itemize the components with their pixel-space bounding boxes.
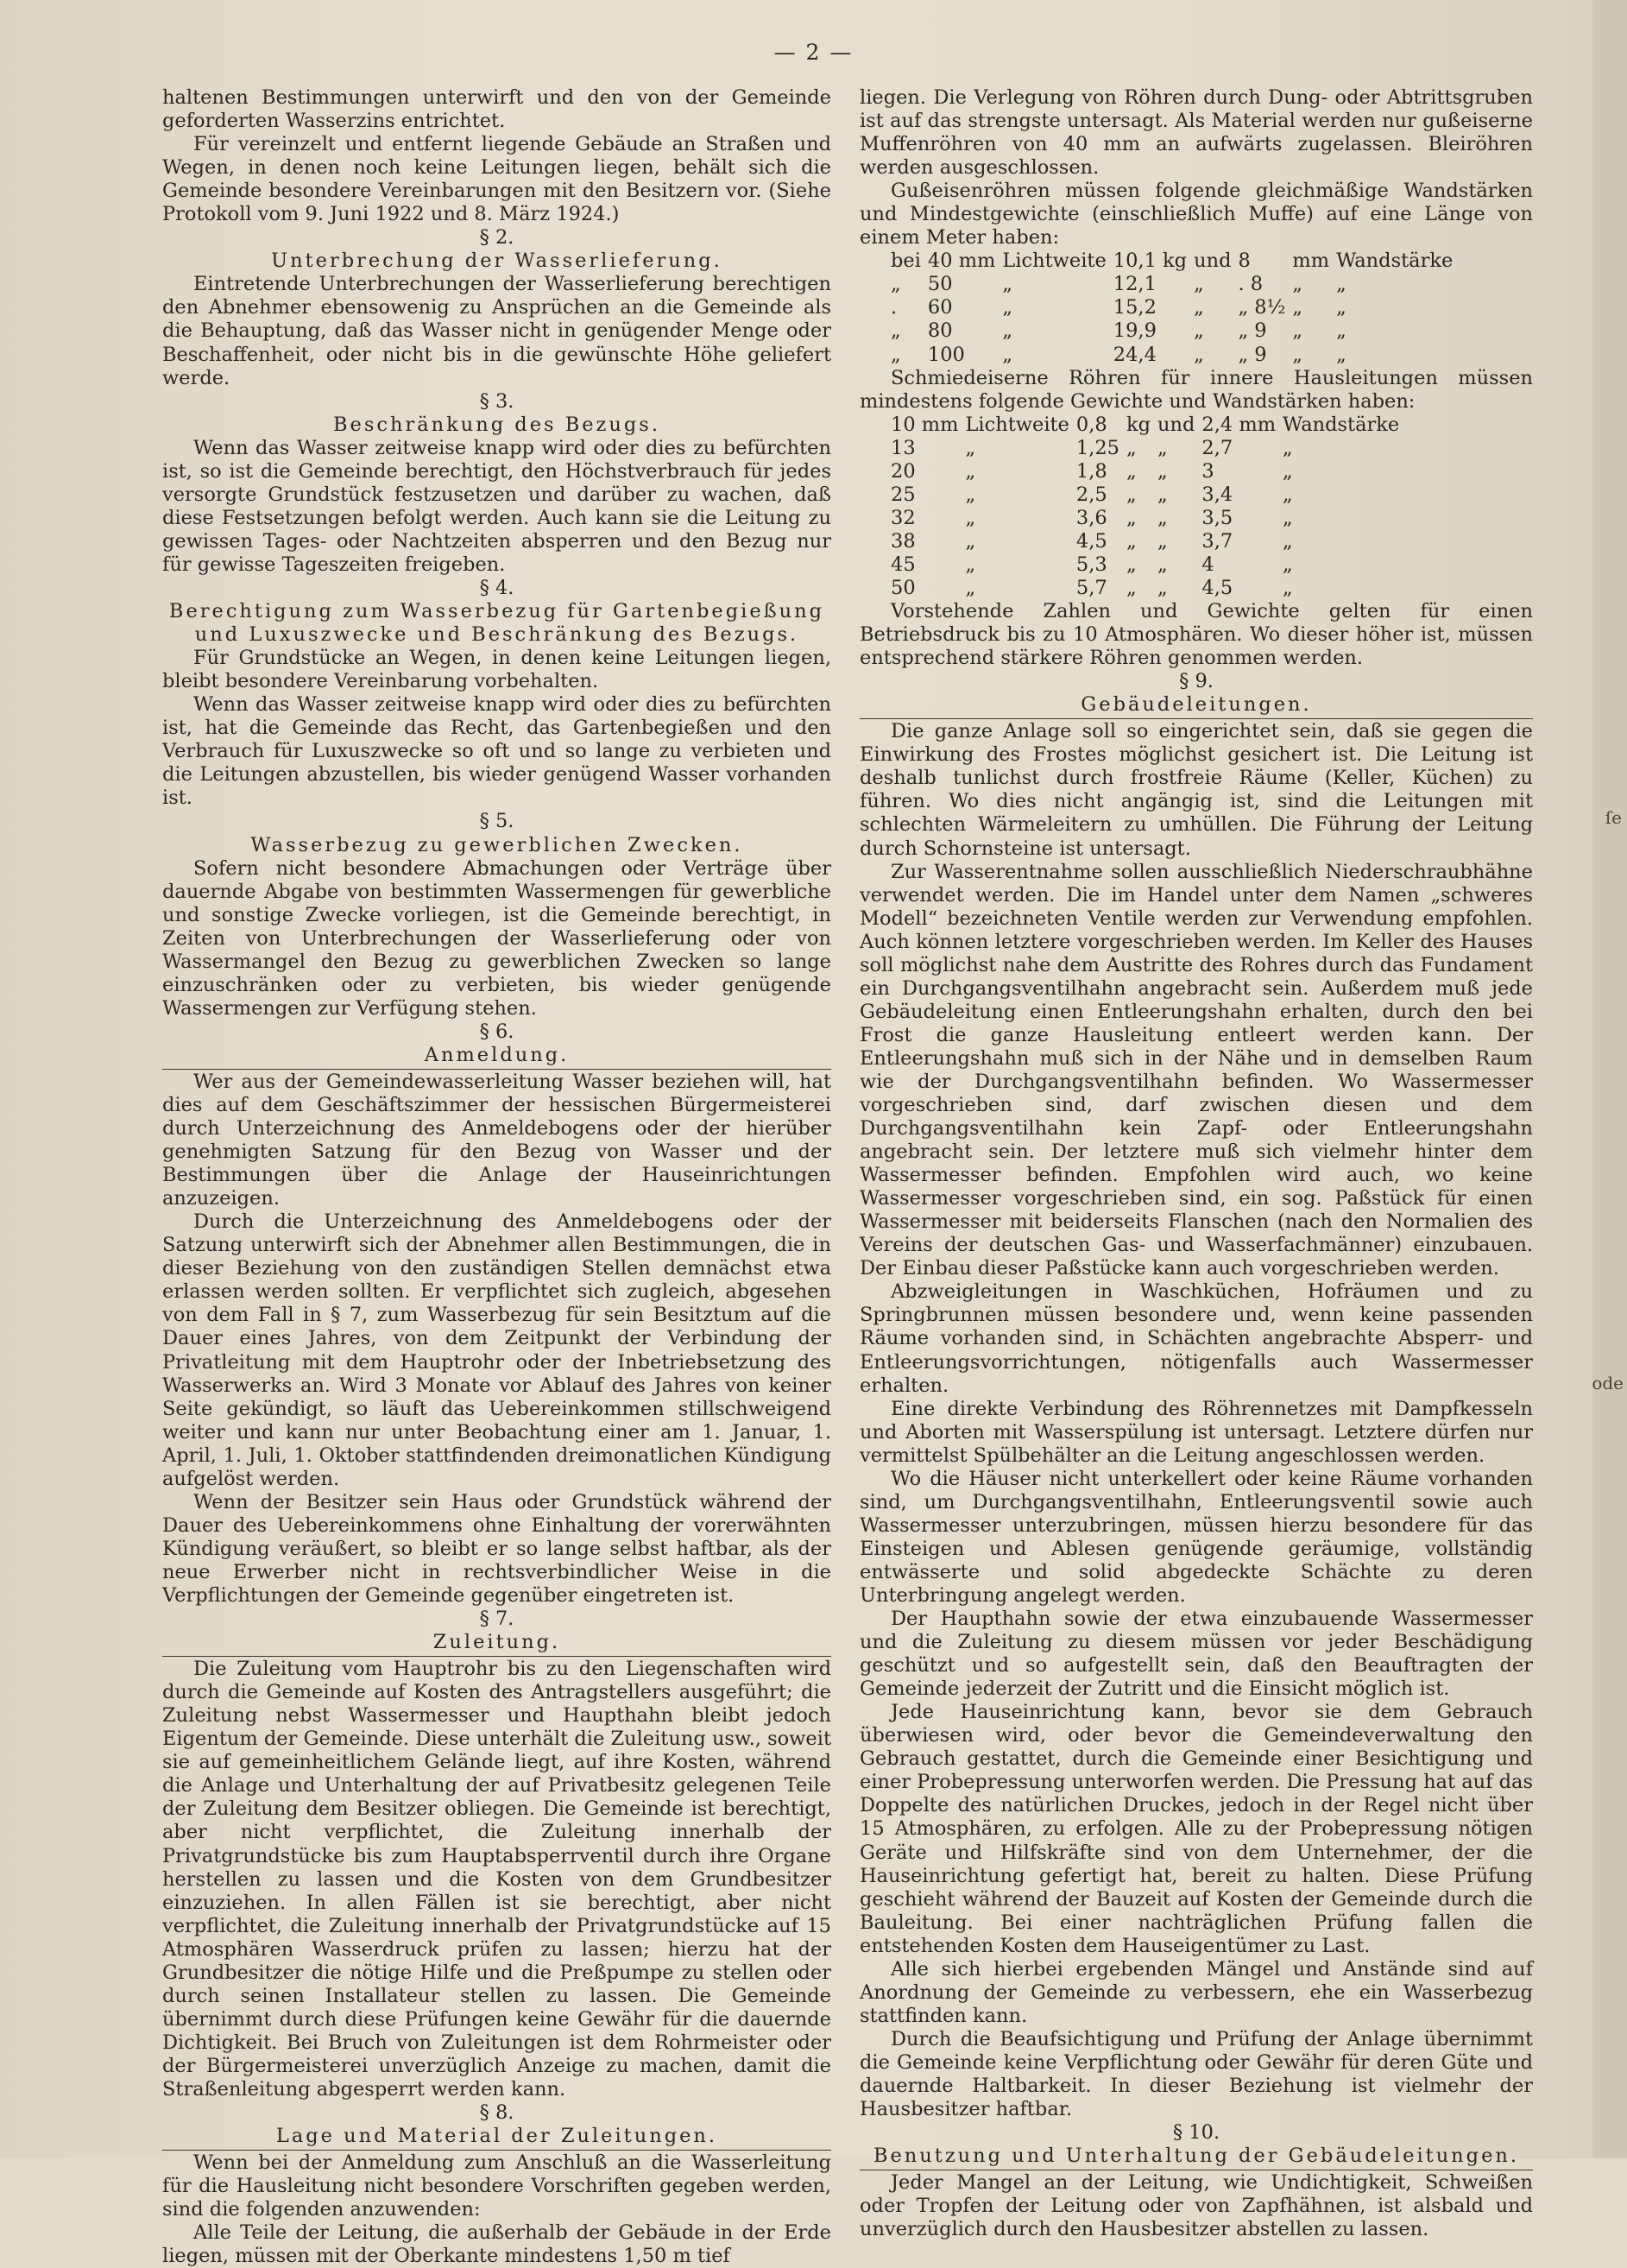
section-paragraph: Der Haupthahn sowie der etwa einzubauende Wassermesser und die Zuleitung zu diesem müssen vor jeder Beschädigung geschützt und so aufgestellt sein, daß den Beauftragten der Gemeinde jederzeit der Zutritt und die Einsicht möglich ist. <box>860 1608 1533 1701</box>
table-cell: „ <box>891 343 901 366</box>
table-cell: „ <box>965 553 976 576</box>
table-cell: 19,9 <box>1113 319 1157 343</box>
table-cell: „ <box>1157 459 1168 483</box>
table-cell: mm <box>1292 250 1330 273</box>
table-row <box>891 319 1460 343</box>
table-cell: „ <box>1157 553 1168 576</box>
table-cell: „ <box>1292 343 1303 366</box>
section-paragraph: Alle sich hierbei ergebenden Mängel und Anstände sind auf Anordnung der Gemeinde zu verbessern, ehe ein Wasserbezug stattfinden kann. <box>860 1957 1533 2027</box>
heading-rule <box>162 1656 831 1657</box>
section-number: § 9. <box>1179 670 1214 693</box>
table-cell: 4,5 <box>1075 529 1107 553</box>
section-paragraph: Wenn der Besitzer sein Haus oder Grundstück während der Dauer des Uebereinkommens ohne Einhaltung der vorerwähnten Kündigung veräußert, so bleibt er so lange selbst haftbar, als der neue Erwerber nicht in rechtsverbindlicher Weise in die Verpflichtungen der Gemeinde gegenüber eingetreten ist. <box>162 1490 831 1607</box>
section-number: § 10. <box>1172 2121 1220 2145</box>
section-paragraph: Wo die Häuser nicht unterkellert oder keine Räume vorhanden sind, um Durchgangsventilhahn, Entleerungsventil sowie auch Wassermesser unterzubringen, müssen hierzu besondere für das Einsteigen und Ablesen genügende geräumige, vollständig entwässerte und solid abgedeckte Schächte zu deren Unterbringung angelegt werden. <box>860 1467 1533 1607</box>
table-cell: „ 8½ <box>1238 296 1286 319</box>
section-paragraph: Sofern nicht besondere Abmachungen oder Verträge über dauernde Abgabe von bestimmten Wassermengen für gewerbliche und sonstige Zwecke vorliegen, ist die Gemeinde berechtigt, in Zeiten von Unterbrechungen der Wasserlieferung oder von Wassermangel den Bezug zu gewerblichen Zwecken so lange einzuschränken oder zu verbieten, bis wieder genügende Wassermengen zur Verfügung stehen. <box>162 856 831 1020</box>
section-paragraph: Durch die Unterzeichnung des Anmeldebogens oder der Satzung unterwirft sich der Abnehmer allen Bestimmungen, die in dieser Beziehung von den zuständigen Stellen demnächst etwa erlassen werden sollten. Er verpflichtet sich zugleich, abgesehen von dem Fall in § 7, zum Wasserbezug für sein Besitztum auf die Dauer eines Jahres, von dem Zeitpunkt der Verbindung der Privatleitung mit dem Hauptrohr oder der Inbetriebsetzung des Wasserwerks an. Wird 3 Monate vor Ablauf des Jahres von keiner Seite gekündigt, so läuft das Uebereinkommen stillschweigend weiter und kann nur unter Beobachtung einer am 1. Januar, 1. April, 1. Juli, 1. Oktober stattfindenden dreimonatlichen Kündigung aufgelöst werden. <box>162 1210 831 1490</box>
section-paragraph: Wenn bei der Anmeldung zum Anschluß an die Wasserleitung für die Hausleitung nicht besondere Vorschriften gegeben werden, sind die folgenden anzuwenden: <box>162 2151 831 2221</box>
table-cell: „ <box>1283 553 1293 576</box>
table-cell: „ <box>1126 459 1137 483</box>
section-number: § 4. <box>479 576 514 599</box>
table-cell: 2,4 mm <box>1201 413 1277 436</box>
table-cell: „ <box>1002 273 1013 296</box>
table-cell: 4,5 <box>1201 576 1233 599</box>
table-cell: „ <box>1157 483 1168 506</box>
table-cell: „ 9 <box>1238 319 1267 343</box>
section-heading: Berechtigung zum Wasserbezug für Gartenbegießung und Luxuszwecke und Beschränkung des Bezugs. <box>168 600 825 647</box>
intro-paragraph: Für vereinzelt und entfernt liegende Gebäude an Straßen und Wegen, in denen noch keine Leitungen liegen, behält sich die Gemeinde besondere Vereinbarungen mit den Besitzern vor. (Siehe Protokoll vom 9. Juni 1922 und 8. März 1924.) <box>162 133 831 226</box>
table-cell: „ <box>1126 506 1137 529</box>
table-cell: „ <box>1292 273 1303 296</box>
table-cell: 3,7 <box>1201 529 1233 553</box>
section-number: § 2. <box>479 226 514 250</box>
table-row <box>891 344 1460 367</box>
table-row <box>891 460 1406 483</box>
table-cell: „ <box>891 319 901 343</box>
table-cell: 5,7 <box>1075 576 1107 599</box>
table-cell: 24,4 <box>1113 343 1157 366</box>
table-cell: „ <box>1336 273 1346 296</box>
table-cell: 20 <box>891 459 916 483</box>
table-cell: bei <box>891 250 921 273</box>
section-heading: Lage und Material der Zuleitungen. <box>275 2125 718 2148</box>
table-cell: „ <box>1126 436 1137 459</box>
section-heading: Unterbrechung der Wasserlieferung. <box>271 250 722 273</box>
section-paragraph: Die Zuleitung vom Hauptrohr bis zu den Liegenschaften wird durch die Gemeinde auf Kosten des Antragstellers ausgeführt; die Zuleitung nebst Wassermesser und Haupthahn bleibt jedoch Eigentum der Gemeinde. Diese unterhält die Zuleitung usw., soweit sie auf gemeinheitlichem Gelände liegt, auf ihre Kosten, während die Anlage und Unterhaltung der auf Privatbesitz gelegenen Teile der Zuleitung dem Besitzer obliegen. Die Gemeinde ist berechtigt, aber nicht verpflichtet, die Zuleitung innerhalb der Privatgrundstücke bis zum Hauptabsperrventil durch ihre Organe herstellen zu lassen und die Kosten von dem Grundbesitzer einzuziehen. In allen Fällen ist sie berechtigt, aber nicht verpflichtet, die Zuleitung innerhalb der Privatgrundstücke auf 15 Atmosphären Wasserdruck prüfen zu lassen; hierzu hat der Grundbesitzer die nötige Hilfe und die Preßpumpe zu stellen oder durch seinen Installateur stellen zu lassen. Die Gemeinde übernimmt durch diese Prüfungen keine Gewähr für die dauernde Dichtigkeit. Bei Bruch von Zuleitungen ist dem Rohrmeister oder der Bürgermeisterei unverzüglich Anzeige zu machen, damit die Straßenleitung abgesperrt werden kann. <box>162 1658 831 2101</box>
table-cell: 80 <box>927 319 953 343</box>
table-cell: „ <box>1194 296 1204 319</box>
intro-paragraph: haltenen Bestimmungen unterwirft und den von der Gemeinde geforderten Wasserzins entrichtet. <box>162 86 831 133</box>
section-number: § 5. <box>479 810 514 833</box>
table-cell: „ <box>1157 529 1168 553</box>
section-heading: Benutzung und Unterhaltung der Gebäudeleitungen. <box>873 2145 1520 2168</box>
section-paragraph: Vorstehende Zahlen und Gewichte gelten für einen Betriebsdruck bis zu 10 Atmosphären. Wo dieser höher ist, müssen entsprechend stärkere Röhren genommen werden. <box>860 600 1533 670</box>
section-paragraph: Zur Wasserentnahme sollen ausschließlich Niederschraubhähne verwendet werden. Die im Handel unter dem Namen „schweres Modell“ bezeichneten Ventile werden zur Verwendung empfohlen. Auch können letztere vorgeschrieben werden. Im Keller des Hauses soll möglichst nahe dem Austritte des Rohres durch das Fundament ein Durchgangsventilhahn angebracht sein. Außerdem muß jede Gebäudeleitung einen Entleerungshahn erhalten, durch den bei Frost die ganze Hausleitung entleert werden kann. Der Entleerungshahn muß sich in der Nähe und in demselben Raum wie der Durchgangsventilhahn befinden. Wo Wassermesser vorgeschrieben sind, darf zwischen diesen und dem Durchgangsventilhahn kein Zapf- oder Entleerungshahn angebracht sein. Der letztere muß sich vielmehr hinter dem Wassermesser befinden. Empfohlen wird auch, wo keine Wassermesser vorgeschrieben sind, ein sog. Paßstück für einen Wassermesser mit beiderseits Flanschen (nach den Normalien des Vereins der deutschen Gas- und Wasserfachmänner) einzubauen. Der Einbau dieser Paßstücke kann auch vorgeschrieben werden. <box>860 860 1533 1280</box>
section-paragraph: Durch die Beaufsichtigung und Prüfung der Anlage übernimmt die Gemeinde keine Verpflichtung oder Gewähr für deren Güte und dauernde Haltbarkeit. In dieser Beziehung ist vielmehr der Hausbesitzer haftbar. <box>860 2027 1533 2121</box>
table-row <box>891 530 1406 553</box>
section-number: § 7. <box>479 1608 514 1631</box>
wrought-iron-pipe-table <box>891 414 1406 600</box>
table-cell: 3 <box>1201 459 1214 483</box>
table-cell: 12,1 <box>1113 273 1157 296</box>
section-paragraph: Abzweigleitungen in Waschküchen, Hofräumen und zu Springbrunnen müssen besondere und, wenn keine passenden Räume vorhanden sind, in Schächten angebrachte Absperr- und Entleerungsvorrichtungen, nötigenfalls auch Wassermesser erhalten. <box>860 1280 1533 1397</box>
table-cell: 1,8 <box>1075 459 1107 483</box>
table-cell: „ 9 <box>1238 343 1267 366</box>
section-heading: Wasserbezug zu gewerblichen Zwecken. <box>250 833 743 856</box>
margin-mark-bottom: ode <box>1592 1373 1624 1393</box>
heading-rule <box>162 2150 831 2151</box>
table-cell: „ <box>965 506 976 529</box>
table-cell: 4 <box>1201 553 1214 576</box>
table-cell: 50 <box>891 576 916 599</box>
heading-rule <box>162 1069 831 1070</box>
section-paragraph: Für Grundstücke an Wegen, in denen keine Leitungen liegen, bleibt besondere Vereinbarung vorbehalten. <box>162 647 831 693</box>
table-cell: „ <box>1336 296 1346 319</box>
left-column <box>162 86 831 2268</box>
table-cell: „ <box>1194 343 1204 366</box>
section-paragraph: liegen. Die Verlegung von Röhren durch Dung- oder Abtrittsgruben ist auf das strengste untersagt. Als Material werden nur gußeiserne Muffenröhren von 40 mm an aufwärts zugelassen. Bleiröhren werden ausgeschlossen. <box>860 86 1533 180</box>
table-row <box>891 577 1406 600</box>
table-cell: „ <box>1283 529 1293 553</box>
table-cell: „ <box>965 459 976 483</box>
table-row <box>891 553 1406 577</box>
table-cell: „ <box>1002 343 1013 366</box>
section-paragraph: Schmiedeiserne Röhren für innere Hausleitungen müssen mindestens folgende Gewichte und Wandstärken haben: <box>860 366 1533 413</box>
table-cell: 3,5 <box>1201 506 1233 529</box>
table-cell: „ <box>965 576 976 599</box>
table-cell: kg <box>1126 413 1151 436</box>
page-edge-strip <box>1592 0 1627 2158</box>
section-paragraph: Wer aus der Gemeindewasserleitung Wasser beziehen will, hat dies auf dem Geschäftszimmer der hessischen Bürgermeisterei durch Unterzeichnung des Anmeldebogens oder der hierüber genehmigten Satzung für den Bezug von Wasser und der Bestimmungen über die Anlage der Hauseinrichtungen anzuzeigen. <box>162 1070 831 1210</box>
table-cell: „ <box>1157 436 1168 459</box>
table-cell: Lichtweite <box>1002 250 1107 273</box>
table-cell: „ <box>1126 483 1137 506</box>
margin-mark-top: ſe <box>1605 807 1622 828</box>
table-row <box>891 296 1460 319</box>
table-cell: „ <box>1126 576 1137 599</box>
table-cell: 40 mm <box>927 250 996 273</box>
table-cell: Lichtweite <box>965 413 1069 436</box>
section-paragraph: Gußeisenröhren müssen folgende gleichmäßige Wandstärken und Mindestgewichte (einschließlich Muffe) auf eine Länge von einem Meter haben: <box>860 180 1533 250</box>
heading-rule <box>860 718 1533 719</box>
table-cell: „ <box>965 483 976 506</box>
table-cell: 2,7 <box>1201 436 1233 459</box>
table-cell: „ <box>1194 319 1204 343</box>
section-paragraph: Jede Hauseinrichtung kann, bevor sie dem Gebrauch überwiesen wird, oder bevor die Gemeindeverwaltung den Gebrauch gestattet, durch die Gemeinde einer Besichtigung und einer Probepressung unterworfen werden. Die Pressung hat auf das Doppelte des natürlichen Druckes, jedoch in der Regel nicht über 15 Atmosphären, zu erfolgen. Alle zu der Probepressung nötigen Geräte und Hilfskräfte sind von dem Unternehmer, der die Hauseinrichtung gefertigt hat, bereit zu halten. Diese Prüfung geschieht während der Bauzeit auf Kosten der Gemeinde durch die Bauleitung. Bei einer nachträglichen Prüfung fallen die entstehenden Kosten dem Hauseigentümer zu Last. <box>860 1701 1533 1957</box>
table-cell: 5,3 <box>1075 553 1107 576</box>
section-paragraph: Jeder Mangel an der Leitung, wie Undichtigkeit, Schweißen oder Tropfen der Leitung oder von Zapfhähnen, ist alsbald und unverzüglich durch den Hausbesitzer abstellen zu lassen. <box>860 2171 1533 2241</box>
table-cell: . <box>891 296 898 319</box>
table-cell: 10 mm <box>891 413 959 436</box>
table-cell: 2,5 <box>1075 483 1107 506</box>
table-cell: „ <box>1283 483 1293 506</box>
cast-iron-pipe-table <box>891 250 1460 366</box>
table-row <box>891 507 1406 530</box>
table-cell: 13 <box>891 436 916 459</box>
section-heading: Beschränkung des Bezugs. <box>332 413 661 436</box>
right-column <box>860 86 1533 2241</box>
table-cell: 45 <box>891 553 916 576</box>
table-row <box>891 437 1406 460</box>
section-paragraph: Wenn das Wasser zeitweise knapp wird oder dies zu befürchten ist, hat die Gemeinde das Recht, das Gartenbegießen und den Verbrauch für Luxuszwecke so oft und so lange zu verbieten und die Leitungen abzustellen, bis wieder genügend Wasser vorhanden ist. <box>162 693 831 810</box>
section-paragraph: Alle Teile der Leitung, die außerhalb der Gebäude in der Erde liegen, müssen mit der Oberkante mindestens 1,50 m tief <box>162 2221 831 2268</box>
table-cell: „ <box>1336 343 1346 366</box>
section-heading: Zuleitung. <box>432 1631 561 1654</box>
page-number: — 2 — <box>773 40 854 65</box>
table-cell: 50 <box>927 273 953 296</box>
table-cell: 10,1 kg <box>1113 250 1188 273</box>
table-cell: 38 <box>891 529 916 553</box>
table-cell: „ <box>1292 319 1303 343</box>
table-row <box>891 414 1406 437</box>
section-paragraph: Die ganze Anlage soll so eingerichtet sein, daß sie gegen die Einwirkung des Frostes möglichst gesichert ist. Die Leitung ist deshalb tunlichst durch frostfreie Räume (Keller, Küchen) zu führen. Wo dies nicht angängig ist, sind die Leitungen mit schlechten Wärmeleitern zu umhüllen. Die Führung der Leitung durch Schornsteine ist untersagt. <box>860 720 1533 860</box>
table-cell: „ <box>891 273 901 296</box>
table-cell: „ <box>1002 296 1013 319</box>
table-cell: „ <box>1283 436 1293 459</box>
section-paragraph: Wenn das Wasser zeitweise knapp wird oder dies zu befürchten ist, so ist die Gemeinde berechtigt, den Höchstverbrauch für jedes versorgte Grundstück festzusetzen und darüber zu wachen, daß diese Festsetzungen befolgt werden. Auch kann sie die Leitung zu gewissen Tages- oder Nachtzeiten absperren und den Bezug nur für gewisse Tageszeiten freigeben. <box>162 436 831 576</box>
table-cell: „ <box>1292 296 1303 319</box>
table-cell: „ <box>1126 529 1137 553</box>
table-cell: 3,4 <box>1201 483 1233 506</box>
table-cell: 0,8 <box>1075 413 1107 436</box>
table-cell: „ <box>1283 576 1293 599</box>
section-heading: Gebäudeleitungen. <box>1081 693 1312 717</box>
section-paragraph: Eine direkte Verbindung des Röhrennetzes mit Dampfkesseln und Aborten mit Wasserspülung ist untersagt. Letztere dürfen nur vermittelst Spülbehälter an die Leitung angeschlossen werden. <box>860 1397 1533 1467</box>
table-cell: „ <box>1126 553 1137 576</box>
table-cell: 1,25 <box>1075 436 1119 459</box>
table-cell: Wandstärke <box>1283 413 1400 436</box>
table-cell: 100 <box>927 343 965 366</box>
table-cell: „ <box>1002 319 1013 343</box>
table-cell: . 8 <box>1238 273 1264 296</box>
table-cell: 3,6 <box>1075 506 1107 529</box>
section-number: § 3. <box>479 389 514 413</box>
table-cell: „ <box>1157 576 1168 599</box>
table-cell: 60 <box>927 296 953 319</box>
table-cell: „ <box>1194 273 1204 296</box>
section-number: § 8. <box>479 2101 514 2125</box>
table-row <box>891 483 1406 507</box>
table-cell: Wandstärke <box>1336 250 1454 273</box>
table-row <box>891 250 1460 273</box>
table-cell: 32 <box>891 506 916 529</box>
section-paragraph: Eintretende Unterbrechungen der Wasserlieferung berechtigen den Abnehmer ebensowenig zu Ansprüchen an die Gemeinde als die Behauptung, daß das Wasser nicht in genügender Menge oder Beschaffenheit, oder nicht bis in die gewünschte Höhe geliefert werde. <box>162 273 831 389</box>
table-cell: 25 <box>891 483 916 506</box>
table-cell: und <box>1194 250 1232 273</box>
section-number: § 6. <box>479 1020 514 1043</box>
table-row <box>891 273 1460 296</box>
table-cell: 8 <box>1238 250 1251 273</box>
table-cell: und <box>1157 413 1195 436</box>
section-heading: Anmeldung. <box>424 1043 570 1066</box>
table-cell: „ <box>965 529 976 553</box>
table-cell: „ <box>965 436 976 459</box>
table-cell: „ <box>1283 459 1293 483</box>
table-cell: „ <box>1283 506 1293 529</box>
table-cell: „ <box>1336 319 1346 343</box>
table-cell: „ <box>1157 506 1168 529</box>
table-cell: 15,2 <box>1113 296 1157 319</box>
